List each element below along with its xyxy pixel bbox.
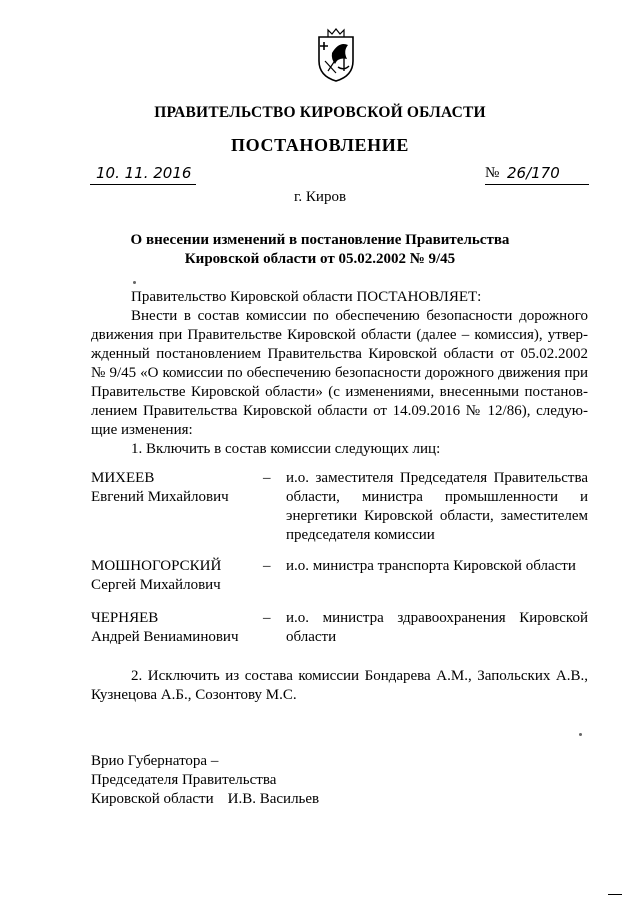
member-row — [91, 609, 588, 649]
member-dash: – — [263, 470, 271, 486]
page-corner-mark — [608, 894, 622, 895]
member-given-names: Андрей Вениаминович — [91, 629, 239, 645]
document-type-title: ПОСТАНОВЛЕНИЕ — [231, 135, 409, 155]
paragraph-line: лением Правительства Кировской области от 14.09.2016 № 12/86), следую- — [91, 403, 588, 419]
member-given-names: Евгений Михайлович — [91, 489, 229, 505]
document-number-field — [485, 164, 589, 185]
document-subject — [0, 231, 640, 269]
main-paragraph — [91, 288, 588, 459]
member-row — [91, 469, 588, 549]
member-name — [91, 609, 261, 647]
signature-block — [91, 752, 319, 809]
signature-line: Председателя Правительства — [91, 772, 277, 788]
paragraph-line: Правительстве Кировской области» (с изменениями, внесенными постанов- — [91, 384, 588, 400]
subject-line: О внесении изменений в постановление Правительства — [130, 232, 510, 248]
scan-speck — [133, 281, 136, 284]
member-row — [91, 557, 588, 597]
member-position: и.о. заместителя Председателя Правительства области, министра промышленности и энергетики Кировской области, заместителем председателя комиссии — [286, 470, 588, 543]
item-2-line: 2. Исключить из состава комиссии Бондарева А.М., Запольских А.В., — [131, 668, 588, 684]
signatory-name: И.В. Васильев — [227, 791, 320, 807]
document-date-field — [90, 164, 196, 185]
paragraph-line: Внести в состав комиссии по обеспечению безопасности дорожного — [131, 308, 588, 324]
member-name — [91, 469, 261, 507]
coat-of-arms-emblem — [316, 27, 356, 83]
item-2 — [91, 667, 588, 705]
document-date: 10. 11. 2016 — [96, 164, 192, 182]
member-name — [91, 557, 261, 595]
member-position: и.о. министра здравоохранения Кировской области — [286, 610, 588, 645]
item-1: 1. Включить в состав комиссии следующих лиц: — [131, 441, 441, 457]
scan-speck — [579, 733, 582, 736]
member-surname: ЧЕРНЯЕВ — [91, 610, 159, 626]
signature-line: Врио Губернатора – — [91, 753, 219, 769]
signature-region: Кировской области — [91, 791, 214, 807]
paragraph-line: № 9/45 «О комиссии по обеспечению безопасности дорожного движения при — [91, 365, 588, 381]
member-surname: МИХЕЕВ — [91, 470, 155, 486]
paragraph-line: движения при Правительстве Кировской области (далее – комиссия), утвер- — [91, 327, 588, 343]
member-given-names: Сергей Михайлович — [91, 577, 221, 593]
number-sign: № — [485, 165, 500, 181]
intro-line: Правительство Кировской области ПОСТАНОВЛЯЕТ: — [131, 289, 482, 305]
organization-title: ПРАВИТЕЛЬСТВО КИРОВСКОЙ ОБЛАСТИ — [154, 104, 486, 121]
member-dash: – — [263, 558, 271, 574]
member-surname: МОШНОГОРСКИЙ — [91, 558, 222, 574]
city-name: г. Киров — [293, 189, 347, 205]
paragraph-line: жденный постановлением Правительства Кировской области от 05.02.2002 — [91, 346, 588, 362]
signature-line — [91, 790, 319, 809]
item-2-line: Кузнецова А.Б., Созонтову М.С. — [91, 687, 297, 703]
member-position: и.о. министра транспорта Кировской области — [286, 558, 576, 574]
paragraph-line: щие изменения: — [91, 422, 193, 438]
member-dash: – — [263, 610, 271, 626]
subject-line: Кировской области от 05.02.2002 № 9/45 — [184, 251, 456, 267]
document-number: 26/170 — [507, 164, 560, 182]
